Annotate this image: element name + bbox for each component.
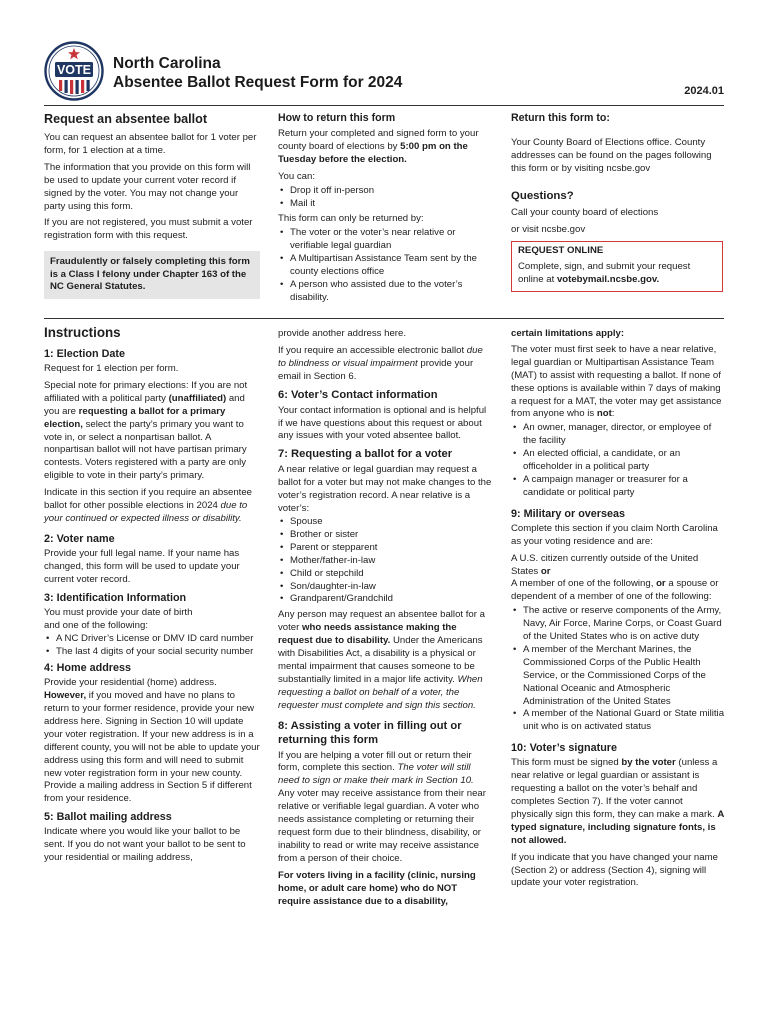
s4-heading: 4: Home address [44, 662, 132, 675]
s10-p2: If you indicate that you have changed your name (Section 2) or address (Section 4), signing will update your voter registration. [511, 851, 718, 889]
logo-text: VOTE [56, 63, 92, 77]
title-state: North Carolina [113, 55, 221, 72]
list-item: • Drop it off in-person [290, 185, 490, 198]
title-form-name: Absentee Ballot Request Form for 2024 [113, 74, 403, 91]
s7-p1: A near relative or legal guardian may request a ballot for a voter but may not make changes to the voter’s registration record. A near relative is a voter’s: [278, 464, 492, 515]
questions-heading: Questions? [511, 189, 574, 202]
header-divider [44, 105, 724, 106]
instructions-col-2 [278, 328, 492, 912]
instructions-col-1 [44, 325, 260, 869]
s9-p3: A member of one of the following, or a spouse or dependent of a member of one of the following: [511, 578, 719, 603]
request-online-text: Complete, sign, and submit your request online at votebymail.ncsbe.gov. [518, 261, 691, 286]
list-item: • An elected official, a candidate, or an officeholder in a political party [523, 448, 725, 474]
returned-by-label: This form can only be returned by: [278, 213, 424, 225]
relatives-list [278, 516, 492, 606]
s10-p1: This form must be signed by the voter (unless a near relative or legal guardian or assistant is requesting a ballot on the voter’s behalf and completes Section 7). If the voter cannot physically sign this form, they can make a mark. A typed signature, including signature fonts, is not allowed. [511, 757, 724, 846]
you-can-label: You can: [278, 170, 315, 182]
s1-heading: 1: Election Date [44, 348, 125, 360]
how-to-return-section [278, 112, 490, 308]
s1-p2: Special note for primary elections: If you are not affiliated with a political party (unaffiliated) and you are requesting a ballot for a primary election, select the party’s primary you want to vote in, or select a nonpartisan ballot. A nonpartisan ballot will not have partisan primary contests. Voters registered with a party are only eligible to vote in their party’s primary. [44, 379, 248, 482]
list-item: • Grandparent/Grandchild [290, 593, 492, 606]
s2-p1: Provide your full legal name. If your name has changed, this form will be used to update your current voter record. [44, 547, 240, 585]
s7-p2: Any person may request an absentee ballot for a voter who needs assistance making the request due to disability. Under the Americans with Disabilities Act, a disability is a physical or mental impairment that causes someone to be substantially limited in a major life activity. When requesting a ballot on behalf of a voter, the requester must complete and sign this section. [278, 609, 485, 711]
vote-logo-icon [44, 41, 104, 101]
section-divider [44, 318, 724, 319]
list-item: • Child or stepchild [290, 568, 492, 581]
list-item: • A NC Driver’s License or DMV ID card number [56, 633, 260, 646]
return-to-text: Your County Board of Elections office. County addresses can be found on the pages following this form or by visiting ncsbe.gov [511, 137, 712, 174]
id-options-list [44, 633, 260, 659]
instructions-col-3 [511, 328, 725, 894]
request-online-heading: REQUEST ONLINE [518, 244, 604, 256]
request-p3: If you are not registered, you must submit a voter registration form with this request. [44, 217, 253, 242]
s6-heading: 6: Voter’s Contact information [278, 388, 438, 401]
s6-p1: Your contact information is optional and is helpful if we have questions about this request or about any issues with your voted absentee ballot. [278, 404, 487, 442]
s3-p1: You must provide your date of birth [44, 606, 193, 618]
s5-heading: 5: Ballot mailing address [44, 811, 172, 824]
list-item: • The last 4 digits of your social security number [56, 646, 260, 659]
list-item: • An owner, manager, director, or employee of the facility [523, 422, 725, 448]
s8-heading: 8: Assisting a voter in filling out or returning this form [278, 719, 462, 746]
s3-heading: 3: Identification Information [44, 591, 187, 604]
list-item: • The active or reserve components of the Army, Navy, Air Force, Marine Corps, or Coast Guard of the United States who is on active duty [523, 605, 725, 644]
list-item: • Spouse [290, 516, 492, 529]
return-methods-list [278, 185, 490, 211]
list-item: • A campaign manager or treasurer for a candidate or political party [523, 474, 725, 500]
facility-exclusions-list [511, 422, 725, 499]
s8-p2-cont: certain limitations apply: [511, 328, 625, 339]
request-online-box [511, 241, 723, 293]
how-to-return-heading: How to return this form [278, 112, 396, 124]
questions-line2: or visit ncsbe.gov [511, 223, 586, 235]
return-to-heading: Return this form to: [511, 112, 610, 124]
s5-p2: If you require an accessible electronic ballot due to blindness or visual impairment provide your email in Section 6. [278, 344, 483, 382]
list-item: • A member of the Merchant Marines, the Commissioned Corps of the Public Health Service, or the Commissioned Corps of the National Oceanic and Atmospheric Administration of the United States [523, 644, 725, 709]
form-title [113, 54, 402, 92]
s5-p1-cont: provide another address here. [278, 328, 406, 339]
s5-p1: Indicate where you would like your ballot to be sent. If you do not want your ballot to be sent to your residential or mailing address, [44, 826, 246, 864]
list-item: • Brother or sister [290, 529, 492, 542]
list-item: • A person who assisted due to the voter’s disability. [290, 279, 490, 305]
list-item: • Son/daughter-in-law [290, 581, 492, 594]
military-list [511, 605, 725, 734]
s1-p1: Request for 1 election per form. [44, 363, 179, 374]
form-version: 2024.01 [684, 85, 724, 97]
s10-heading: 10: Voter’s signature [511, 742, 618, 755]
s2-heading: 2: Voter name [44, 532, 115, 545]
s7-heading: 7: Requesting a ballot for a voter [278, 448, 453, 461]
request-p1: You can request an absentee ballot for 1 voter per form, for 1 election at a time. [44, 132, 257, 156]
list-item: • The voter or the voter’s near relative or verifiable legal guardian [290, 227, 490, 253]
returned-by-list [278, 227, 490, 304]
online-url-link[interactable]: votebymail.ncsbe.gov. [556, 274, 660, 286]
instructions-heading: Instructions [44, 325, 121, 340]
felony-warning: Fraudulently or falsely completing this form is a Class I felony under Chapter 163 of the NC General Statutes. [44, 251, 260, 299]
s4-p2: However, if you moved and have no plans to return to your former residence, provide your new address here. Signing in Section 10 will update your voter registration. If your new address is in a different county, you will not be able to update your address using this form and will need to submit new voter registration form in your new county. Provide a mailing address in Section 5 if different from your residence. [44, 690, 260, 805]
s9-heading: 9: Military or overseas [511, 507, 626, 520]
list-item: • Mother/father-in-law [290, 555, 492, 568]
request-heading: Request an absentee ballot [44, 112, 208, 126]
return-deadline: Return your completed and signed form to your county board of elections by 5:00 pm on the Tuesday before the election. [278, 128, 479, 165]
list-item: • A Multipartisan Assistance Team sent by the county elections office [290, 253, 490, 279]
s9-p1: Complete this section if you claim North Carolina as your voting residence and are: [511, 522, 718, 547]
s9-p2: A U.S. citizen currently outside of the United States or [511, 552, 699, 577]
list-item: • A member of the National Guard or State militia unit who is on activated status [523, 708, 725, 734]
return-to-section [511, 112, 723, 292]
s8-p3: The voter must first seek to have a near relative, legal guardian or Multipartisan Assistance Team (MAT) to assist with requesting a ballot. If none of these options is available within 7 days of making a request for a MAT, the voter may get assistance from anyone who is not: [511, 343, 722, 420]
s3-p2: and one of the following: [44, 619, 149, 631]
s8-p1: If you are helping a voter fill out or return their form, complete this section. The voter will still need to sign or make their mark in Section 10. Any voter may receive assistance from their near relative or verifiable legal guardian. A voter who needs assistance completing or returning their request form due to their blindness, disability, or inability to read or write may receive assistance from a person of their choice. [278, 749, 486, 864]
s4-p1: Provide your residential (home) address. [44, 677, 217, 689]
s1-p3: Indicate in this section if you require an absentee ballot for other possible elections in 2024 due to your continued or expected illness or disability. [44, 487, 252, 524]
questions-line1: Call your county board of elections [511, 206, 659, 218]
list-item: • Parent or stepparent [290, 542, 492, 555]
s8-p2: For voters living in a facility (clinic, nursing home, or adult care home) who do NOT require assistance due to a disability, [278, 869, 476, 907]
list-item: • Mail it [290, 198, 490, 211]
request-section [44, 112, 260, 299]
request-p2: The information that you provide on this form will be used to update your current voter record if signed by the voter. You may not change your party using this form. [44, 161, 251, 212]
